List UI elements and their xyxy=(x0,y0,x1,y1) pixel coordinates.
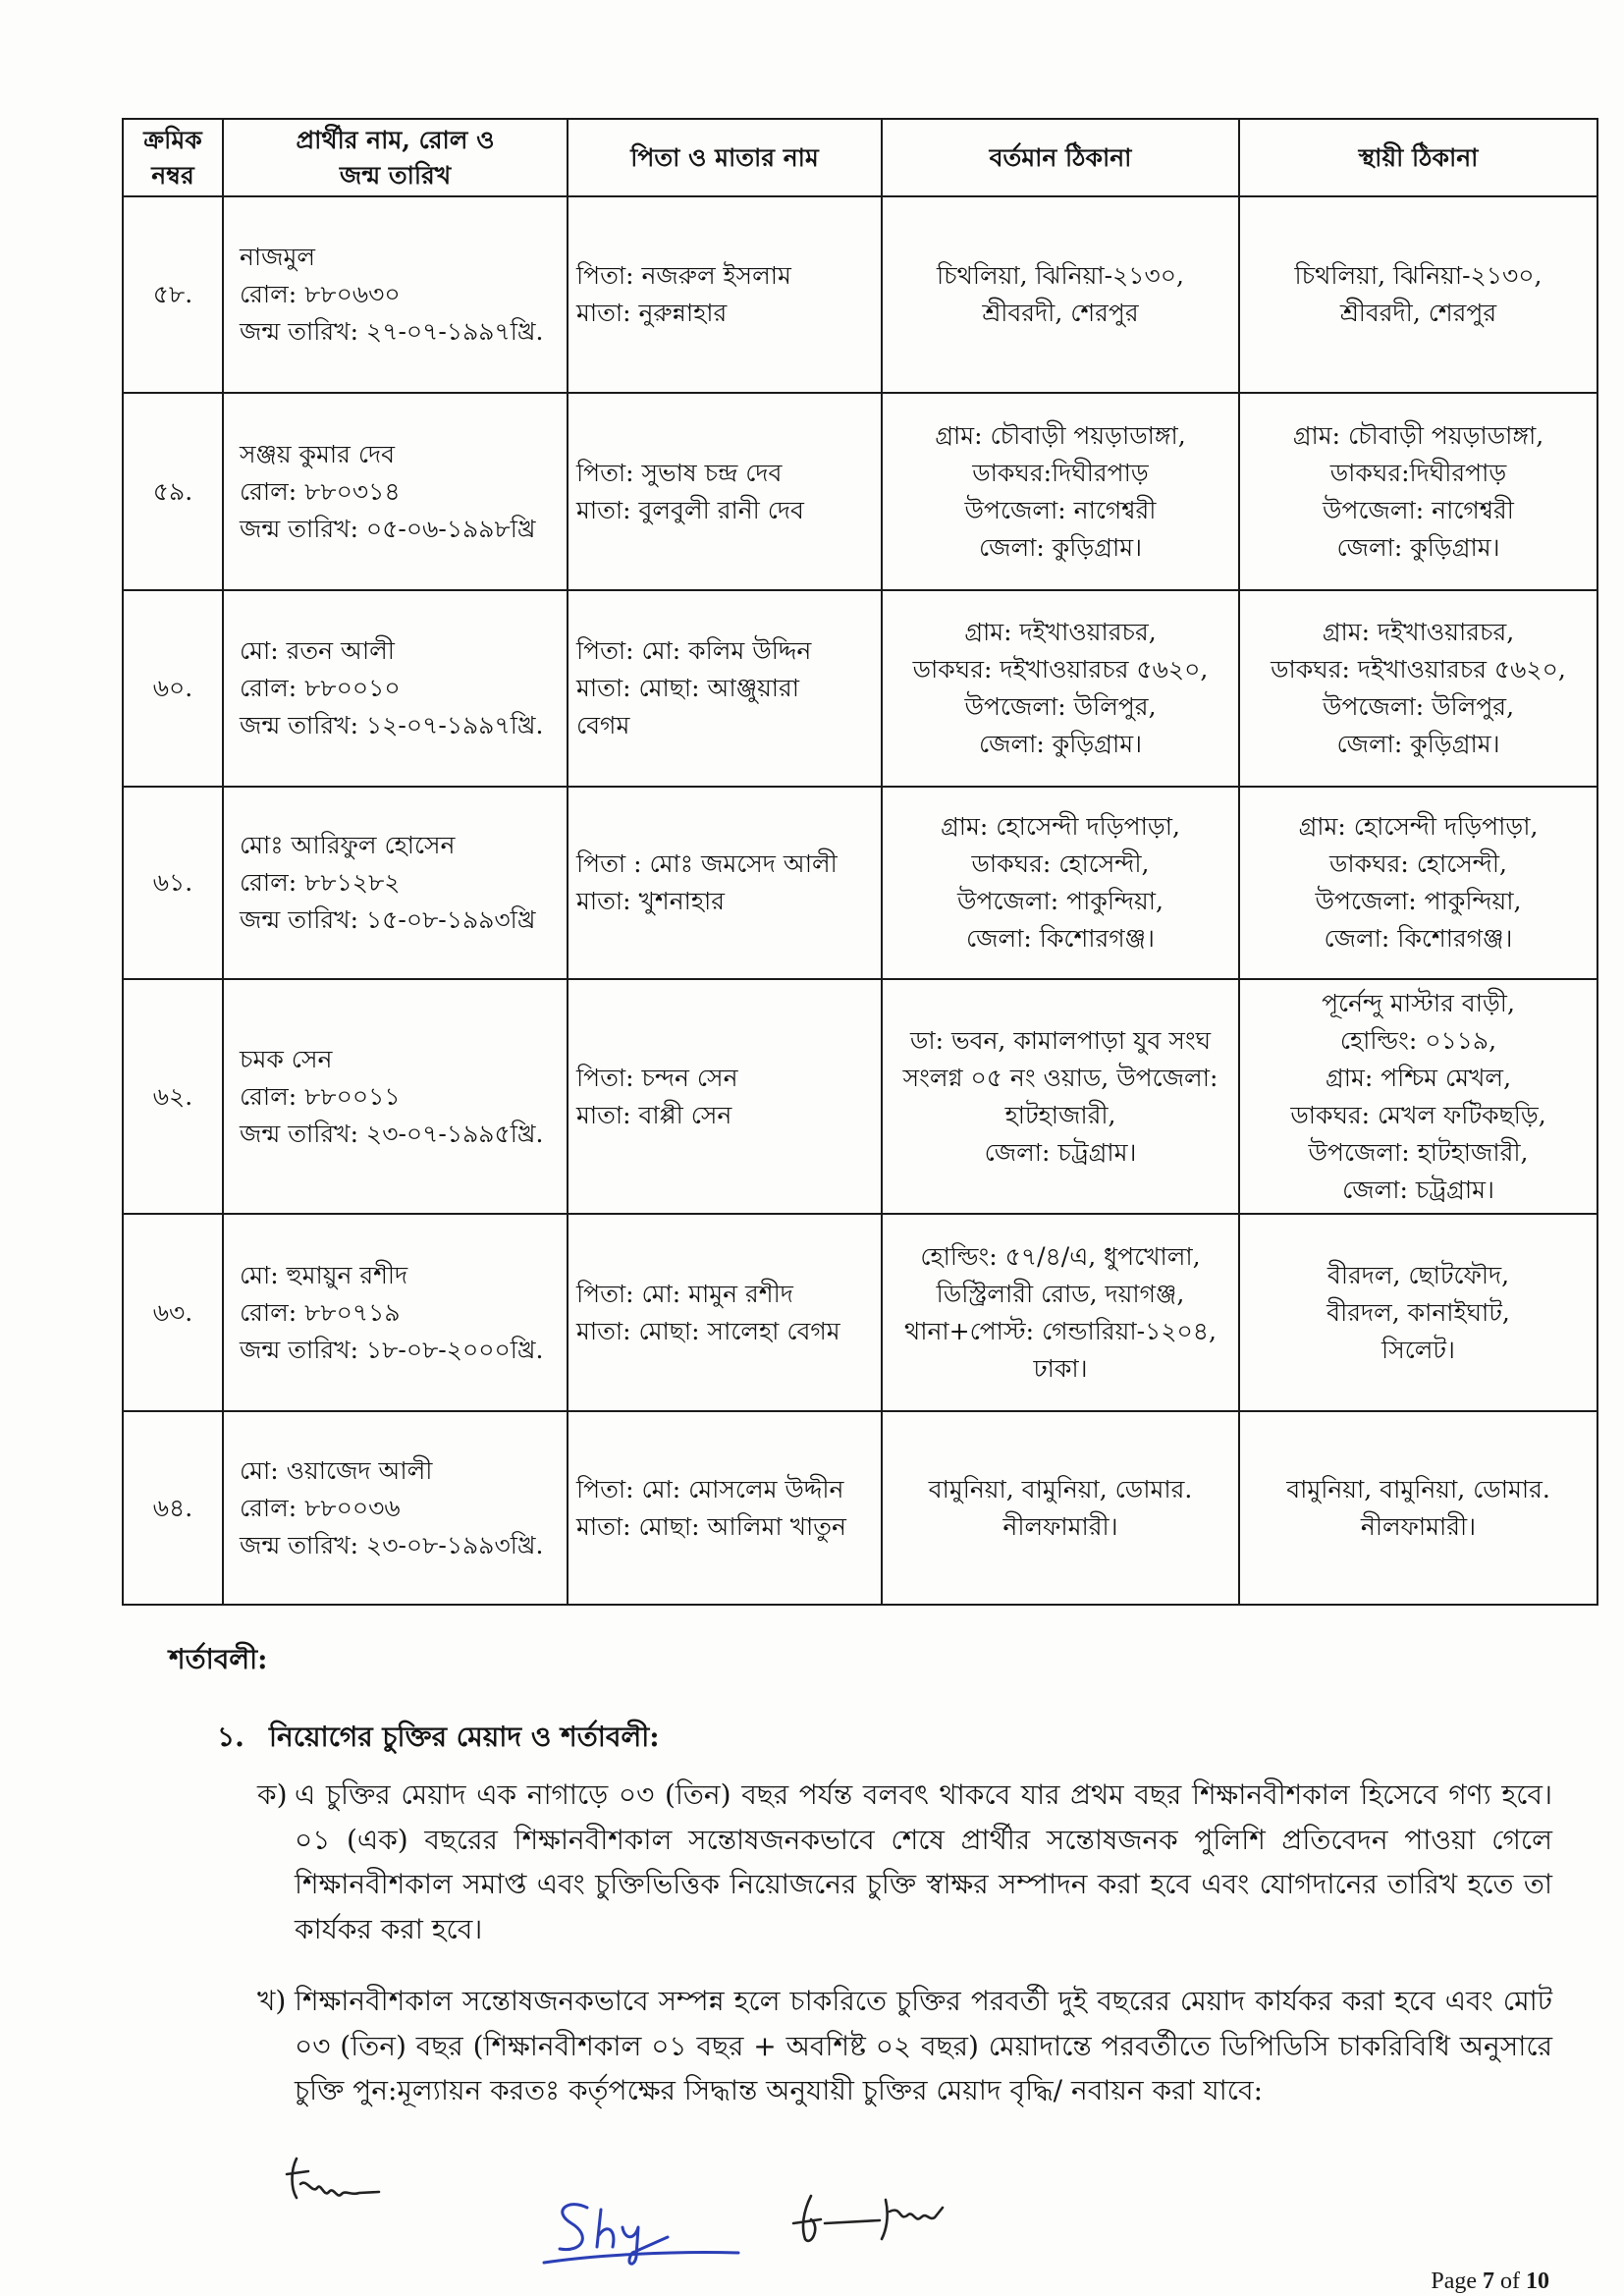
address-line: গ্রাম: হোসেন্দী দড়িপাড়া, xyxy=(1298,812,1539,841)
father-name: পিতা: মো: মোসলেম উদ্দীন xyxy=(576,1474,844,1503)
table-row xyxy=(123,590,1597,787)
address-line: ডাকঘর: হোসেন্দী, xyxy=(971,849,1150,878)
candidate-name: নাজমুল xyxy=(240,243,316,271)
header-candidate-line: জন্ম তারিখ xyxy=(339,160,452,190)
address-line: ডাকঘর:দিঘীরপাড় xyxy=(1329,458,1507,487)
present-address-cell xyxy=(882,393,1239,590)
address-line: গ্রাম: দইখাওয়ারচর, xyxy=(964,618,1157,646)
signature-underline xyxy=(544,2252,738,2263)
address-line: উপজেলা: উলিপুর, xyxy=(1322,692,1515,721)
parents-cell xyxy=(568,590,882,787)
parents-cell xyxy=(568,196,882,393)
serial-number: ৫৯. xyxy=(123,393,223,590)
section-title: নিয়োগের চুক্তির মেয়াদ ও শর্তাবলী: xyxy=(269,1721,660,1753)
present-address-cell xyxy=(882,1411,1239,1605)
serial-number: ৬১. xyxy=(123,787,223,979)
address-line: উপজেলা: উলিপুর, xyxy=(964,692,1157,721)
mother-name: মাতা: মোছা: আঞ্জুয়ারা xyxy=(576,674,800,702)
table-row xyxy=(123,1411,1597,1605)
address-line: জেলা: কিশোরগঞ্জ। xyxy=(966,924,1155,953)
header-permanent-address xyxy=(1239,119,1597,196)
candidate-cell xyxy=(223,1214,568,1411)
signature-1 xyxy=(283,2153,385,2210)
address-line: চিথলিয়া, ঝিনিয়া-২১৩০, xyxy=(937,261,1184,290)
page-label: Page xyxy=(1431,2269,1477,2294)
signature-2 xyxy=(538,2192,744,2274)
serial-number: ৫৮. xyxy=(123,196,223,393)
permanent-address-cell xyxy=(1239,787,1597,979)
mother-name: মাতা: বাপ্পী সেন xyxy=(576,1100,732,1129)
address-line: জেলা: কুড়িগ্রাম। xyxy=(978,532,1143,562)
header-present-address-line: বর্তমান ঠিকানা xyxy=(989,142,1132,172)
address-line: গ্রাম: চৌবাড়ী পয়ড়াডাঙ্গা, xyxy=(1292,420,1544,450)
table-row xyxy=(123,196,1597,393)
clause-text: শিক্ষানবীশকাল সন্তোষজনকভাবে সম্পন্ন হলে চাকরিতে চুক্তির পরবর্তী দুই বছরের মেয়াদ কার্যকর করা হবে এবং মোট ০৩ (তিন) বছর (শিক্ষানবীশকাল ০১ বছর + অবশিষ্ট ০২ বছর) মেয়াদান্তে পরবর্তীতে ডিপিডিসি চাকরিবিধি অনুসারে চুক্তি পুন:মূল্যায়ন করতঃ কর্তৃপক্ষের সিদ্ধান্ত অনুযায়ী চুক্তির মেয়াদ বৃদ্ধি/ নবায়ন করা যাবে: xyxy=(295,1985,1552,2106)
mother-name: মাতা: মোছা: সালেহা বেগম xyxy=(576,1316,840,1345)
permanent-address-cell xyxy=(1239,979,1597,1214)
address-line: গ্রাম: দইখাওয়ারচর, xyxy=(1322,618,1515,646)
present-address-cell xyxy=(882,590,1239,787)
present-address-cell xyxy=(882,1214,1239,1411)
address-line: নীলফামারী। xyxy=(1360,1511,1477,1541)
address-line: উপজেলা: হাটহাজারী, xyxy=(1308,1137,1529,1167)
mother-name-continued: বেগম xyxy=(576,711,630,739)
header-serial-line: ক্রমিক xyxy=(143,125,202,154)
mother-name: মাতা: বুলবুলী রানী দেব xyxy=(576,495,804,524)
address-line: বীরদল, ছোটফৌদ, xyxy=(1326,1260,1510,1289)
address-line: উপজেলা: পাকুন্দিয়া, xyxy=(1315,887,1522,915)
birth-date: জন্ম তারিখ: ১২-০৭-১৯৯৭খ্রি. xyxy=(240,711,544,739)
address-line: ডাকঘর: দইখাওয়ারচর ৫৬২০, xyxy=(912,655,1209,683)
candidate-name: সঞ্জয় কুমার দেব xyxy=(240,439,396,468)
roll-number: রোল: ৮৮০০৩৬ xyxy=(240,1493,401,1522)
parents-cell xyxy=(568,787,882,979)
address-line: ডাকঘর: দইখাওয়ারচর ৫৬২০, xyxy=(1271,655,1566,683)
header-serial-line: নম্বর xyxy=(151,160,194,190)
present-address-cell xyxy=(882,787,1239,979)
candidate-name: মো: ওয়াজেদ আলী xyxy=(240,1455,433,1485)
father-name: পিতা: মো: মামুন রশীদ xyxy=(576,1279,793,1308)
address-line: ডিস্ট্রিলারী রোড, দয়াগঞ্জ, xyxy=(936,1279,1185,1308)
address-line: গ্রাম: হোসেন্দী দড়িপাড়া, xyxy=(941,812,1180,841)
candidate-name: মো: রতন আলী xyxy=(240,636,395,665)
address-line: গ্রাম: চৌবাড়ী পয়ড়াডাঙ্গা, xyxy=(935,420,1186,450)
table-row xyxy=(123,979,1597,1214)
mother-name: মাতা: নুরুন্নাহার xyxy=(576,299,728,327)
mother-name: মাতা: খুশনাহার xyxy=(576,887,726,915)
parents-cell xyxy=(568,393,882,590)
address-line: জেলা: কুড়িগ্রাম। xyxy=(978,730,1143,758)
father-name: পিতা: নজরুল ইসলাম xyxy=(576,261,791,290)
candidate-cell xyxy=(223,196,568,393)
address-line: উপজেলা: নাগেশ্বরী xyxy=(1323,495,1514,524)
page-number xyxy=(1431,2269,1549,2294)
address-line: উপজেলা: নাগেশ্বরী xyxy=(964,495,1157,524)
address-line: সিলেট। xyxy=(1381,1335,1455,1364)
permanent-address-cell xyxy=(1239,196,1597,393)
birth-date: জন্ম তারিখ: ২৩-০৭-১৯৯৫খ্রি. xyxy=(240,1119,544,1148)
table-row xyxy=(123,1214,1597,1411)
address-line: থানা+পোস্ট: গেন্ডারিয়া-১২০৪, xyxy=(904,1316,1217,1345)
serial-number: ৬০. xyxy=(123,590,223,787)
clause-text: এ চুক্তির মেয়াদ এক নাগাড়ে ০৩ (তিন) বছর পর্যন্ত বলবৎ থাকবে যার প্রথম বছর শিক্ষানবীশকাল হিসেবে গণ্য হবে। ০১ (এক) বছরের শিক্ষানবীশকাল সন্তোষজনকভাবে শেষে প্রার্থীর সন্তোষজনক পুলিশি প্রতিবেদন পাওয়া গেলে শিক্ষানবীশকাল সমাপ্ত এবং চুক্তিভিত্তিক নিয়োজনের চুক্তি স্বাক্ষর সম্পাদন করা হবে এবং যোগদানের তারিখ হতে তা কার্যকর করা হবে। xyxy=(295,1778,1552,1945)
header-candidate-line: প্রার্থীর নাম, রোল ও xyxy=(296,125,495,154)
of-label: of xyxy=(1500,2269,1520,2294)
signature-stroke xyxy=(287,2159,379,2198)
header-permanent-address-line: স্থায়ী ঠিকানা xyxy=(1358,142,1479,172)
candidate-name: মো: হুমায়ুন রশীদ xyxy=(240,1260,408,1289)
address-line: ডাকঘর: মেখল ফটিকছড়ি, xyxy=(1290,1100,1546,1129)
roll-number: রোল: ৮৮০০১০ xyxy=(240,674,401,702)
birth-date: জন্ম তারিখ: ১৮-০৮-২০০০খ্রি. xyxy=(240,1335,544,1364)
candidate-cell xyxy=(223,787,568,979)
address-line: ঢাকা। xyxy=(1033,1353,1088,1383)
address-line: বামুনিয়া, বামুনিয়া, ডোমার. xyxy=(928,1474,1193,1503)
parents-cell xyxy=(568,979,882,1214)
clause-label: খ) xyxy=(257,1985,287,2017)
address-line: পূর্নেন্দু মাস্টার বাড়ী, xyxy=(1322,988,1515,1017)
candidate-cell xyxy=(223,590,568,787)
candidate-cell xyxy=(223,1411,568,1605)
address-line: সংলগ্ন ০৫ নং ওয়াড, উপজেলা: xyxy=(902,1063,1218,1092)
conditions-heading: শর্তাবলী: xyxy=(169,1643,268,1675)
signature-3 xyxy=(789,2188,962,2251)
page-total: 10 xyxy=(1526,2269,1549,2294)
header-parents xyxy=(568,119,882,196)
mother-name: মাতা: মোছা: আলিমা খাতুন xyxy=(576,1511,846,1541)
roll-number: রোল: ৮৮০৭১৯ xyxy=(240,1297,401,1327)
permanent-address-cell xyxy=(1239,590,1597,787)
table-header-row xyxy=(123,119,1597,196)
header-serial xyxy=(123,119,223,196)
clause-label: ক) xyxy=(257,1778,288,1811)
candidate-cell xyxy=(223,979,568,1214)
permanent-address-cell xyxy=(1239,393,1597,590)
candidate-name: চমক সেন xyxy=(240,1044,333,1073)
candidate-cell xyxy=(223,393,568,590)
birth-date: জন্ম তারিখ: ২৩-০৮-১৯৯৩খ্রি. xyxy=(240,1530,544,1559)
address-line: গ্রাম: পশ্চিম মেখল, xyxy=(1325,1063,1512,1092)
address-line: হাটহাজারী, xyxy=(1004,1100,1116,1129)
table-row xyxy=(123,393,1597,590)
candidate-name: মোঃ আরিফুল হোসেন xyxy=(240,831,456,859)
table-row xyxy=(123,787,1597,979)
father-name: পিতা: চন্দন সেন xyxy=(576,1063,738,1092)
address-line: বীরদল, কানাইঘাট, xyxy=(1326,1297,1510,1327)
father-name: পিতা: সুভাষ চন্দ্র দেব xyxy=(576,458,783,487)
roll-number: রোল: ৮৮১২৮২ xyxy=(240,868,401,897)
signature-stroke xyxy=(793,2196,943,2241)
permanent-address-cell xyxy=(1239,1214,1597,1411)
header-candidate xyxy=(223,119,568,196)
address-line: হোল্ডিং: ০১১৯, xyxy=(1339,1025,1497,1055)
address-line: জেলা: চট্রগ্রাম। xyxy=(1342,1175,1494,1204)
address-line: বামুনিয়া, বামুনিয়া, ডোমার. xyxy=(1286,1474,1550,1503)
header-present-address xyxy=(882,119,1239,196)
address-line: জেলা: চট্রগ্রাম। xyxy=(984,1137,1137,1167)
address-line: ডাকঘর:দিঘীরপাড় xyxy=(972,458,1149,487)
serial-number: ৬৪. xyxy=(123,1411,223,1605)
roll-number: রোল: ৮৮০৬৩০ xyxy=(240,280,401,308)
parents-cell xyxy=(568,1411,882,1605)
address-line: শ্রীবরদী, শেরপুর xyxy=(1339,299,1497,327)
birth-date: জন্ম তারিখ: ২৭-০৭-১৯৯৭খ্রি. xyxy=(240,317,544,346)
address-line: নীলফামারী। xyxy=(1002,1511,1118,1541)
birth-date: জন্ম তারিখ: ০৫-০৬-১৯৯৮খ্রি xyxy=(240,514,536,543)
address-line: উপজেলা: পাকুন্দিয়া, xyxy=(957,887,1164,915)
roll-number: রোল: ৮৮০০১১ xyxy=(240,1081,401,1111)
father-name: পিতা : মোঃ জমসেদ আলী xyxy=(576,849,838,878)
address-line: ডাকঘর: হোসেন্দী, xyxy=(1329,849,1507,878)
candidate-table xyxy=(122,118,1598,1606)
present-address-cell xyxy=(882,196,1239,393)
address-line: জেলা: কিশোরগঞ্জ। xyxy=(1324,924,1513,953)
address-line: ডা: ভবন, কামালপাড়া যুব সংঘ xyxy=(909,1025,1212,1055)
present-address-cell xyxy=(882,979,1239,1214)
serial-number: ৬২. xyxy=(123,979,223,1214)
birth-date: জন্ম তারিখ: ১৫-০৮-১৯৯৩খ্রি xyxy=(240,905,536,934)
address-line: হোল্ডিং: ৫৭/৪/এ, ধুপখোলা, xyxy=(920,1241,1201,1271)
section-number: ১. xyxy=(217,1721,244,1753)
address-line: শ্রীবরদী, শেরপুর xyxy=(982,299,1139,327)
address-line: জেলা: কুড়িগ্রাম। xyxy=(1336,730,1500,758)
parents-cell xyxy=(568,1214,882,1411)
father-name: পিতা: মো: কলিম উদ্দিন xyxy=(576,636,812,665)
permanent-address-cell xyxy=(1239,1411,1597,1605)
page-current: 7 xyxy=(1483,2269,1494,2294)
roll-number: রোল: ৮৮০৩১৪ xyxy=(240,476,401,506)
serial-number: ৬৩. xyxy=(123,1214,223,1411)
address-line: জেলা: কুড়িগ্রাম। xyxy=(1336,532,1500,562)
header-parents-line: পিতা ও মাতার নাম xyxy=(630,142,819,172)
address-line: চিথলিয়া, ঝিনিয়া-২১৩০, xyxy=(1294,261,1543,290)
